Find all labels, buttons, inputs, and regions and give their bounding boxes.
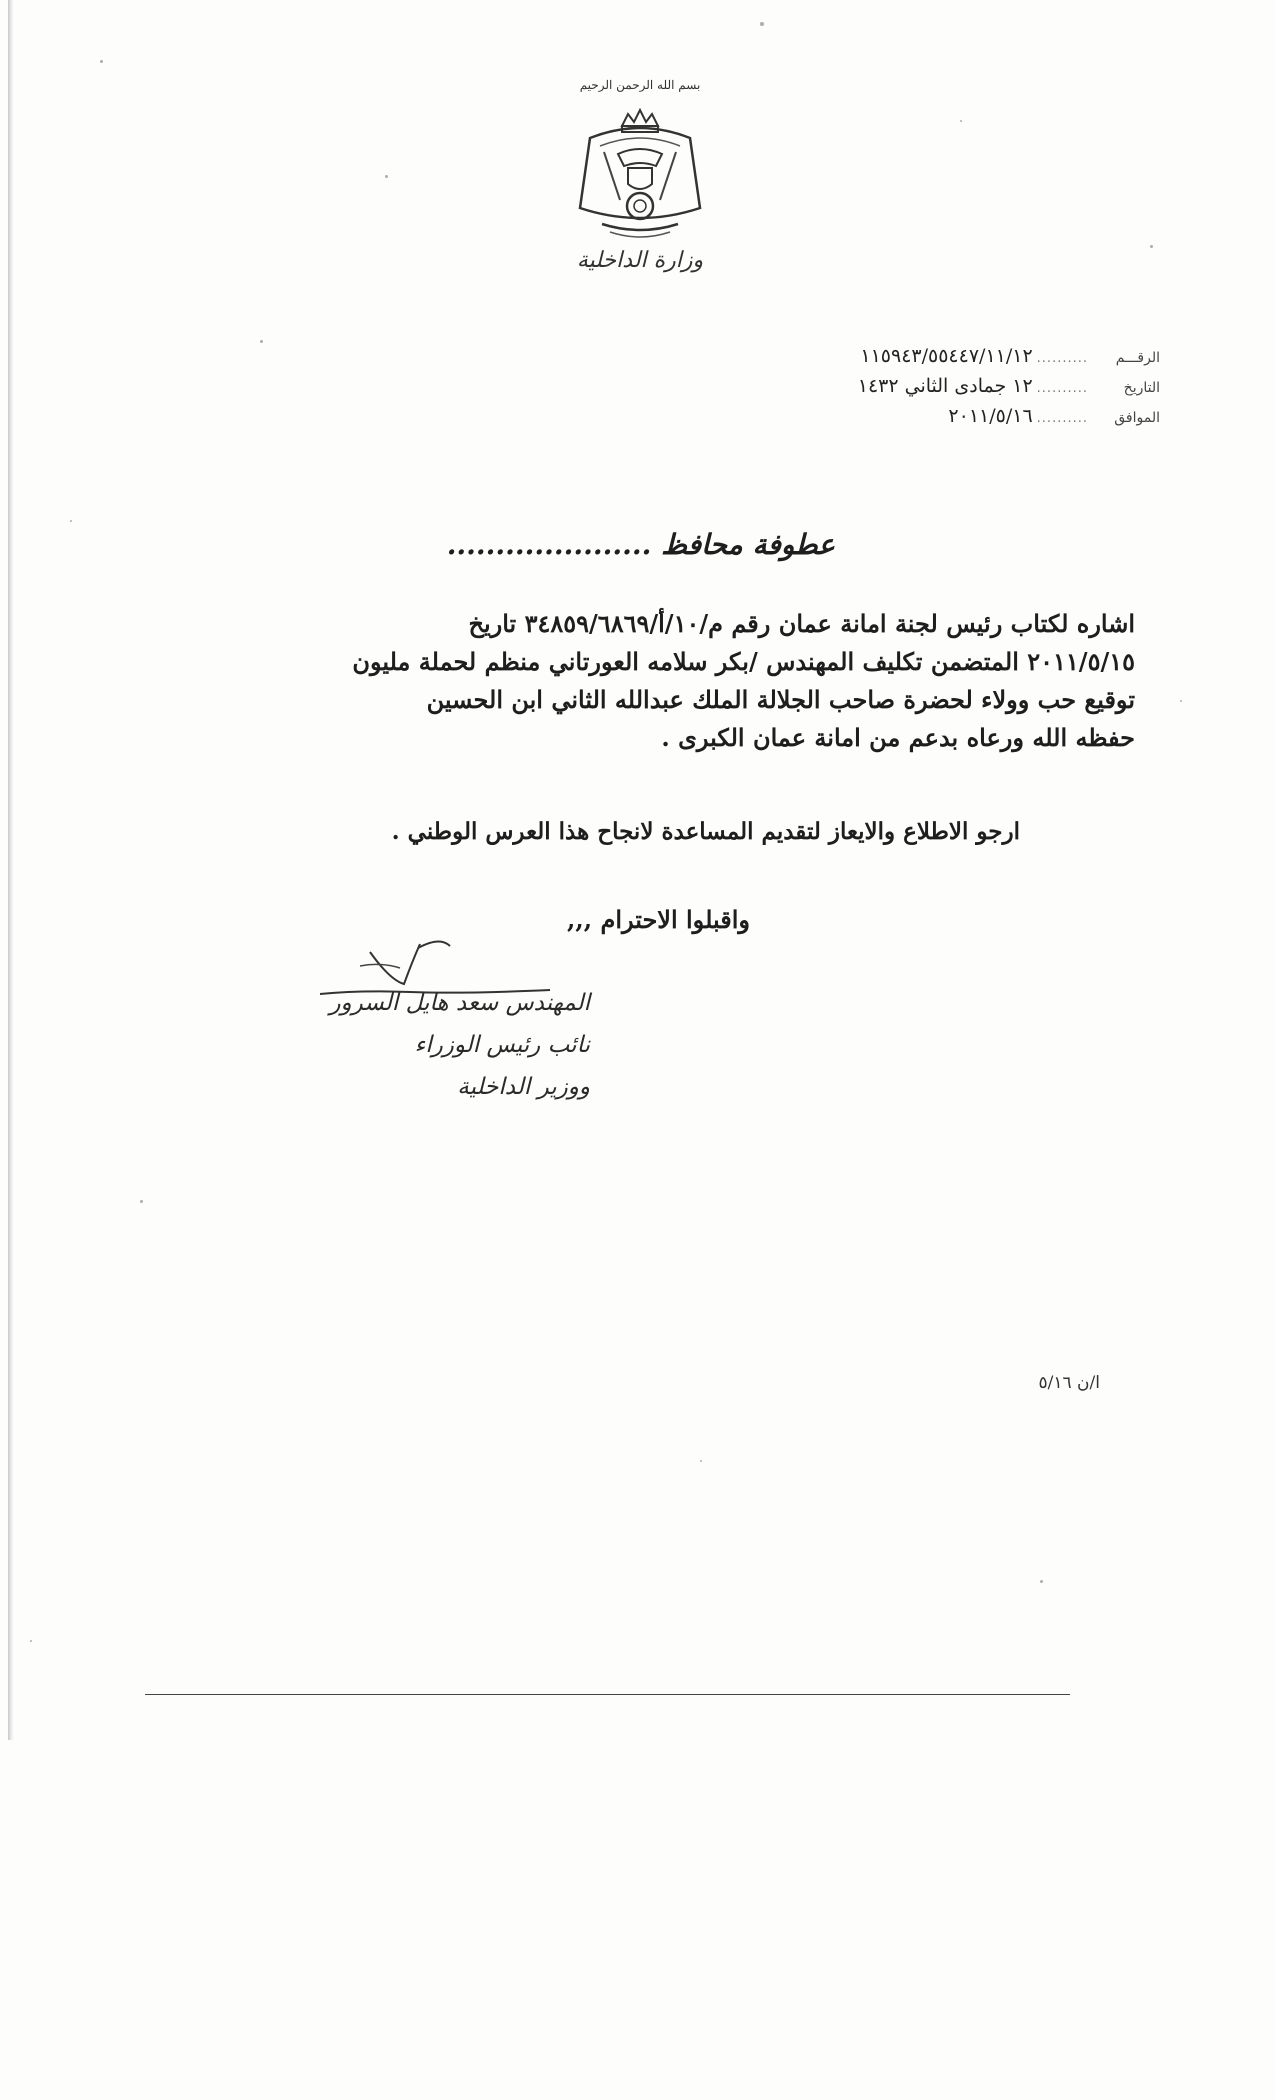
- dotted-leader: ..........: [1036, 351, 1088, 366]
- dotted-leader: ..........: [1036, 411, 1088, 426]
- hijri-date-label: التاريخ: [1123, 380, 1160, 396]
- addressee: عطوفة محافظ .....................: [446, 528, 835, 561]
- reference-number-value: ١١٥٩٤٣/٥٥٤٤٧/١١/١٢: [860, 345, 1033, 367]
- speck: [760, 22, 764, 26]
- speck: [1040, 1580, 1043, 1583]
- signatory-title: نائب رئيس الوزراء: [414, 1032, 590, 1058]
- reference-number-label: الرقـــم: [1115, 350, 1160, 366]
- speck: [100, 60, 103, 63]
- ministry-name: وزارة الداخلية: [576, 248, 704, 273]
- body-line: توقيع حب وولاء لحضرة صاحب الجلالة الملك عبدالله الثاني ابن الحسين: [426, 685, 1135, 714]
- speck: [70, 520, 72, 522]
- signatory-block: [180, 990, 590, 1116]
- gregorian-date-value: ٢٠١١/٥/١٦: [948, 405, 1033, 427]
- body-line: اشاره لكتاب رئيس لجنة امانة عمان رقم م/١٠/أ/٣٤٨٥٩/٦٨٦٩ تاريخ: [468, 609, 1135, 638]
- speck: [260, 340, 263, 343]
- hijri-date-row: [780, 375, 1160, 405]
- gregorian-date-label: الموافق: [1114, 410, 1160, 426]
- body-line: ٢٠١١/٥/١٥ المتضمن تكليف المهندس /بكر سلامه العورتاني منظم لحملة مليون: [352, 647, 1135, 676]
- hijri-date-value: ١٢ جمادى الثاني ١٤٣٢: [857, 375, 1033, 397]
- letterhead: [520, 78, 760, 293]
- jordan-coat-of-arms-icon: [560, 108, 720, 243]
- reference-number-row: [780, 345, 1160, 375]
- basmala: بسم الله الرحمن الرحيم: [579, 78, 701, 92]
- footer-reference: ا/ن ٥/١٦: [1038, 1373, 1100, 1393]
- request-paragraph: ارجو الاطلاع والايعاز لتقديم المساعدة لانجاح هذا العرس الوطني .: [391, 818, 1020, 845]
- signatory-name: المهندس سعد هايل السرور: [329, 990, 590, 1016]
- speck: [140, 1200, 143, 1203]
- dotted-leader: ..........: [1036, 381, 1088, 396]
- speck: [700, 1460, 702, 1462]
- letter-body: [180, 605, 1135, 757]
- body-line: حفظه الله ورعاه بدعم من امانة عمان الكبرى .: [661, 723, 1135, 752]
- speck: [1180, 700, 1182, 702]
- speck: [385, 175, 388, 178]
- reference-block: [780, 345, 1160, 435]
- scan-shadow: [8, 0, 14, 1740]
- gregorian-date-row: [780, 405, 1160, 435]
- speck: [1150, 245, 1153, 248]
- page-bottom-divider: [145, 1694, 1070, 1695]
- speck: [30, 1640, 32, 1642]
- signatory-role: ووزير الداخلية: [457, 1074, 590, 1100]
- closing-regards: واقبلوا الاحترام ,,,: [567, 905, 750, 934]
- speck: [960, 120, 962, 122]
